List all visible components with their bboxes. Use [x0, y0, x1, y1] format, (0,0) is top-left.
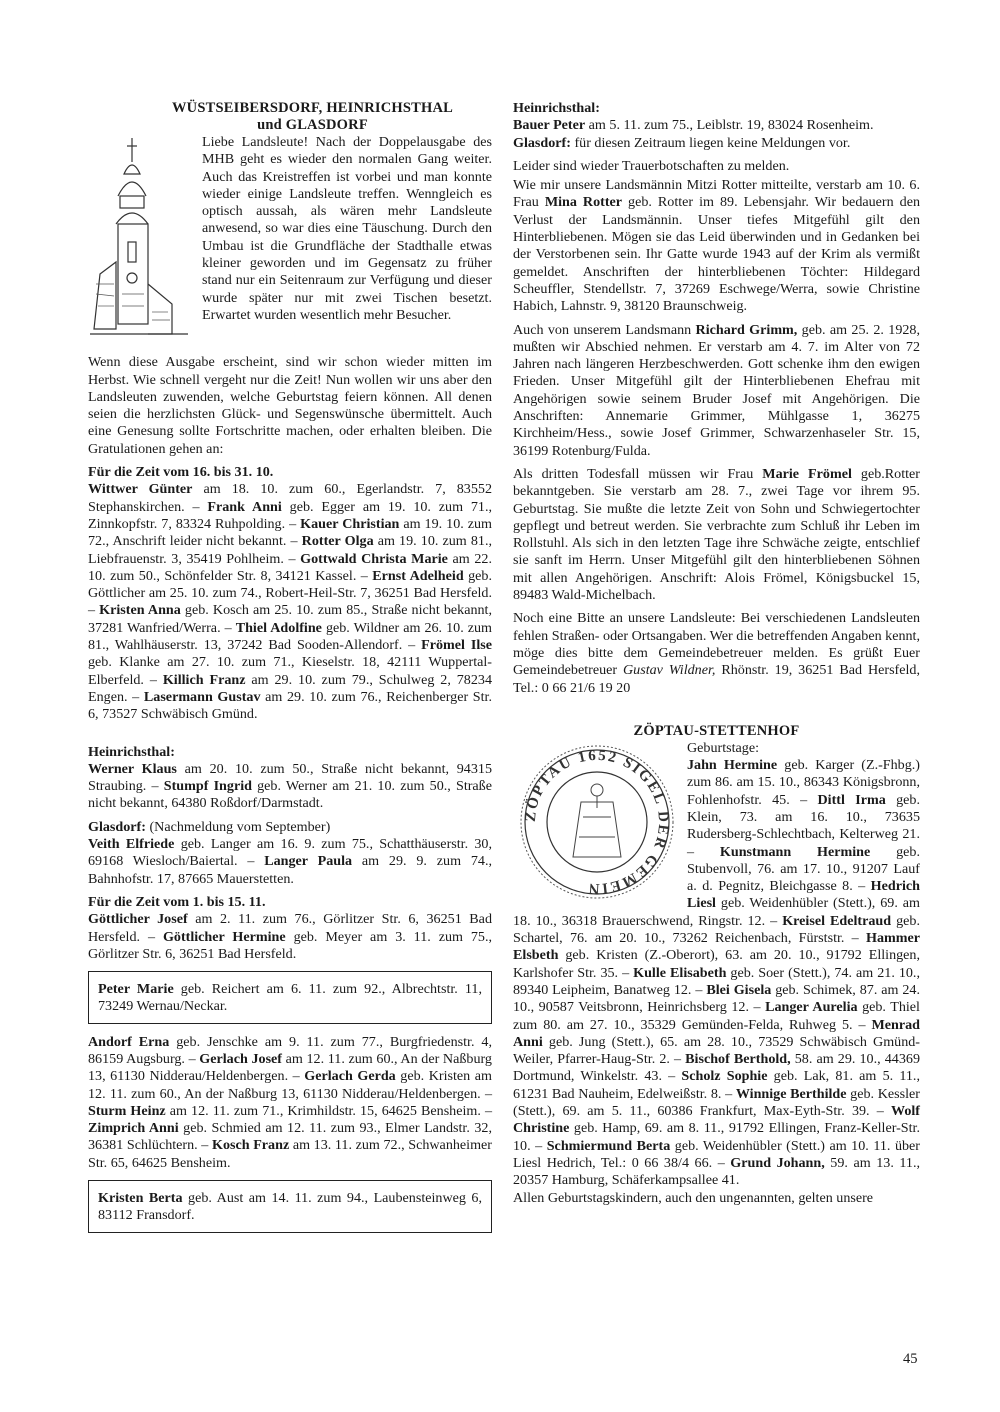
person-name: Ernst Adelheid — [372, 567, 464, 584]
zoeptau-birthdays — [513, 740, 920, 1190]
person-name: Kosch Franz — [211, 1137, 290, 1154]
person-details: geb. Schmied am 12. 11. zum 93., Elmer Landstr. 32, 36381 Schlüchtern. – — [88, 1120, 492, 1154]
person-name: Veith Elfriede — [88, 836, 175, 853]
highlight-box-1 — [88, 971, 492, 1024]
right-birthday-heinrichsthal — [513, 117, 920, 134]
birthday-list-nov-b — [88, 1034, 492, 1172]
person-details: geb. Weidenhübler (Stett.), 69. am 18. 10., 36318 Brauerschwend, Ringstr. 12. – — [513, 895, 920, 929]
person-name: Menrad Anni — [513, 1016, 920, 1050]
m2-b: geb. am 25. 2. 1928, mußten wir Abschied nehmen. Er verstarb am 4. 7. im Alter von 72 Jahren nach längeren Herzbeschwerden. Gott schenke ihm den ewigen Frieden. Unser Mitgefühl gilt der Hinterbliebenen Ehefrau mit Angehörigen sowie seinem Bruder Josef mit Angehörigen. Die Anschriften: Annemarie Grimmer, Mühlgasse 1, 36275 Kirchheim/Hess., sowie Josef Grimmer, Schwarzenhaseler Str. 15, 36199 Rotenburg/Fulda. — [513, 321, 920, 459]
person-name: Werner Klaus — [88, 760, 177, 777]
person-name: Gerlach Josef — [199, 1050, 282, 1067]
mourning-intro: Leider sind wieder Trauerbotschaften zu melden. — [513, 157, 790, 174]
person-name: Thiel Adolfine — [235, 619, 322, 636]
box2-text — [98, 1190, 482, 1225]
person-details: geb. Jenschke am 9. 11. zum 77., Burgfriedenstr. 4, 86159 Augsburg. – — [88, 1033, 492, 1067]
person-name: Schmiermund Berta — [546, 1137, 671, 1154]
person-name: Hedrich Liesl — [687, 878, 920, 912]
right-column — [513, 100, 920, 1213]
person-name: Andorf Erna — [88, 1033, 170, 1050]
person-name: Gerlach Gerda — [304, 1068, 396, 1085]
birthdays-label: Geburtstage: — [687, 739, 760, 756]
appeal-paragraph — [513, 610, 920, 696]
church-illustration — [88, 134, 196, 354]
person-name: Winnige Berthilde — [735, 1085, 847, 1102]
person-details: geb. Thiel zum 80. am 27. 10., 35329 Gemünden-Felda, Ruhweg 5. – — [513, 999, 920, 1033]
person-name: Frank Anni — [207, 498, 282, 515]
person-details: geb. Jung (Stett.), 65. am 28. 10., 73529 Schwäbisch Gmünd-Weiler, Pfarrer-Haug-Str. 2. – — [513, 1033, 920, 1068]
person-details: geb. Kristen am 12. 11. zum 60., An der Naßburg 13, 61130 Nidderau/Heldenbergen. – — [88, 1068, 492, 1102]
m1-a: Wie mir unsere Landsmännin Mitzi Rotter mitteilte, verstarb am 10. 6. Frau — [513, 177, 920, 211]
person-details: am 13. 11. zum 72., Schwanheimer Str. 65, 64625 Bensheim. — [88, 1137, 492, 1171]
page-number: 45 — [903, 1351, 918, 1367]
person-details: am 2. 11. zum 76., Görlitzer Str. 6, 36251 Bad Hersfeld. – — [88, 911, 492, 945]
glasdorf-heading — [88, 819, 492, 836]
person-details: geb. Klanke am 27. 10. zum 71., Kieselstr. 18, 42111 Wuppertal-Elberfeld. – — [88, 654, 492, 688]
person-name: Grund Johann, — [730, 1154, 825, 1171]
seal-icon — [513, 742, 681, 902]
church-tower-icon — [88, 134, 196, 349]
glasdorf-note: (Nachmeldung vom September) — [145, 818, 331, 835]
section-heading-wuestseibersdorf — [88, 100, 492, 134]
person-name: Peter Marie — [98, 981, 174, 998]
person-name: Kreisel Edeltraud — [782, 912, 892, 929]
person-name: Jahn Hermine — [687, 757, 778, 774]
person-details: am 29. 9. zum 74., Bahnhofstr. 17, 87665 Mauerstetten. — [88, 853, 492, 887]
m3-name: Marie Frömel — [762, 465, 852, 482]
person-name: Langer Paula — [264, 853, 353, 870]
person-name: Blei Gisela — [706, 981, 772, 998]
person-name: Wittwer Günter — [88, 481, 193, 498]
person-details: geb. Wildner am 26. 10. zum 81., Wahlhäuserstr. 13, 37242 Bad Sooden-Allendorf. – — [88, 619, 492, 654]
person-details: am 12. 11. zum 60., An der Naßburg 13, 61130 Nidderau/Heldenbergen. – — [88, 1050, 492, 1085]
right-heinrichsthal-heading: Heinrichsthal: — [513, 100, 600, 116]
person-name: Rotter Olga — [301, 533, 374, 550]
svg-text:ZÖPTAU 1652 SIGEL DER GEMEIN — [523, 748, 672, 896]
birthday-list-glasdorf — [88, 836, 492, 888]
person-details: am 18. 10. zum 60., Egerlandstr. 7, 83552 Stephanskirchen. – — [88, 481, 492, 515]
person-name: Killich Franz — [162, 671, 246, 688]
person-details: am 12. 11. zum 71., Krimhildstr. 15, 64625 Bensheim. – — [165, 1102, 492, 1119]
person-details: geb. Kosch am 25. 10. zum 85., Straße nicht bekannt, 37281 Wanfried/Werra. – — [88, 602, 492, 636]
person-name: Lasermann Gustav — [143, 688, 261, 705]
appeal-b: Rhönstr. 19, 36251 Bad Hersfeld, Tel.: 0 66 21/6 19 20 — [513, 662, 920, 696]
highlight-box-2 — [88, 1180, 492, 1233]
birthday-list-heinrichsthal — [88, 761, 492, 813]
m3-a: Als dritten Todesfall müssen wir Frau — [513, 465, 763, 482]
person-details: am 20. 10. zum 50., Straße nicht bekannt, 94315 Straubing. – — [88, 760, 492, 795]
person-details: geb. Karger (Z.-Fhbg.) zum 86. am 15. 10., 86343 Königsbronn, Fohlenhofstr. 45. – — [687, 757, 920, 808]
person-details: geb. Aust am 14. 11. zum 94., Laubensteinweg 6, 83112 Fransdorf. — [98, 1190, 482, 1224]
seal-illustration — [513, 742, 681, 907]
person-name: Hammer Elsbeth — [513, 930, 920, 964]
person-name: Langer Aurelia — [765, 999, 858, 1016]
person-details: geb. Klein, 73. am 16. 10., 73635 Rudersberg-Schlechtbach, Kelterweg 21. – — [687, 791, 921, 860]
person-details: geb. Reichert am 6. 11. zum 92., Albrechtstr. 11, 73249 Wernau/Neckar. — [98, 981, 482, 1015]
period-heading-1: Für die Zeit vom 16. bis 31. 10. — [88, 464, 274, 481]
person-details: am 19. 10. zum 72., Anschrift leider nicht bekannt. – — [88, 515, 493, 550]
person-details: geb. Meyer am 3. 11. zum 75., Görlitzer Str. 6, 36251 Bad Hersfeld. — [88, 928, 493, 962]
person-name: Dittl Irma — [817, 791, 886, 808]
obituary-marie-froemel — [513, 466, 920, 604]
person-name: Stumpf Ingrid — [163, 778, 252, 795]
right-glasdorf-text: für diesen Zeitraum liegen keine Meldungen vor. — [570, 134, 851, 151]
person-name: Kauer Christian — [300, 515, 400, 532]
person-details: geb. Weidenhübler (Stett.) am 10. 11. über Liesl Hedrich, Tel.: 0 66 38/4 66. – — [513, 1137, 920, 1171]
heading-line-2: und GLASDORF — [257, 117, 368, 133]
person-details: geb. Werner am 21. 10. zum 50., Straße nicht bekannt, 64380 Roßdorf/Darmstadt. — [88, 778, 492, 812]
appeal-a: Noch eine Bitte an unsere Landsleute: Bei verschiedenen Landsleuten fehlen Straßen- oder Ortsangaben. Wer die betreffenden Angaben kennt, möge dies bitte dem Gemeindebetreuer melden. Es grüßt Euer Gemeindebetreuer — [513, 610, 920, 679]
intro-text: Liebe Landsleute! Nach der Doppelausgabe des MHB geht es wieder den normalen Gang weiter. Auch das Kreistreffen ist vorbei und man konnte wieder einige Landsleute treffen. Wenngleich es optisch aussah, als wären mehr Landsleute anwesend, so war dies eine Täuschung. Durch den Umbau ist die Grundfläche der Stadthalle etwas kleiner geworden und im Gegensatz zu früher stand nur ein Seitenraum zur Verfügung und dieser wurde später nur mit zwei Tischen besetzt. Erwartet wurden wesentlich mehr Besucher. — [202, 134, 492, 323]
m1-name: Mina Rotter — [544, 194, 623, 211]
person-details: geb. Egger am 19. 10. zum 71., Zinnkopfstr. 7, 83324 Ruhpolding. – — [88, 498, 493, 532]
person-name: Kunstmann Hermine — [719, 843, 871, 860]
person-name: Kristen Anna — [99, 602, 181, 619]
right-glasdorf-label: Glasdorf: — [513, 134, 571, 151]
person-name: Scholz Sophie — [681, 1068, 768, 1085]
intro-text-2: Wenn diese Ausgabe erscheint, sind wir schon wieder mitten im Herbst. Wie schnell vergeht nur die Zeit! Nun wollen wir uns aber den Landsleuten zuwenden, welche Geburtstag feiern können. All denen seien die herzlichsten Glück- und Segenswünsche übermittelt. Auch eine Genesung sollte Fortschritte machen, oder erhalten bleiben. Die Gratulationen gehen an: — [88, 354, 492, 457]
m2-a: Auch von unserem Landsmann — [513, 321, 696, 338]
person-name: Bischof Berthold, — [685, 1051, 791, 1068]
person-details: 59. am 13. 11., 20357 Hamburg, Schäferkampsallee 41. — [513, 1154, 921, 1189]
intro-paragraph — [88, 134, 492, 324]
obituary-richard-grimm — [513, 322, 920, 460]
closing-line: Allen Geburtstagskindern, auch den ungenannten, gelten unsere — [513, 1189, 874, 1206]
person-details: geb. Schimek, 87. am 24. 10., 90587 Veitsbronn, Heinrichsberg 12. – — [513, 981, 920, 1016]
person-details: geb. Kessler (Stett.), 69. am 5. 11., 60386 Frankfurt, Max-Eyth-Str. 39. – — [513, 1085, 920, 1120]
person-details: am 5. 11. zum 75., Leiblstr. 19, 83024 Rosenheim. — [585, 117, 874, 134]
person-name: Göttlicher Josef — [88, 911, 188, 928]
person-details: geb. Langer am 16. 9. zum 75., Schatthäuserstr. 30, 69168 Wiesloch/Baiertal. – — [88, 836, 492, 870]
person-details: geb. Hamp, 69. am 8. 11., 91792 Ellingen, Franz-Keller-Str. 10. – — [513, 1120, 920, 1154]
box1-text — [98, 981, 482, 1016]
person-details: geb. Göttlicher am 25. 10. zum 74., Robert-Heil-Str. 7, 36251 Bad Hersfeld. – — [88, 567, 492, 619]
right-glasdorf — [513, 135, 920, 152]
person-details: am 29. 10. zum 76., Reichenberger Str. 6, 73527 Schwäbisch Gmünd. — [88, 688, 492, 723]
person-name: Sturm Heinz — [88, 1102, 166, 1119]
person-name: Kulle Elisabeth — [633, 964, 727, 981]
person-details: geb. Stubenvoll, 76. am 17. 10., 91207 Lauf a. d. Pegnitz, Bleichgasse 8. – — [687, 843, 920, 895]
glasdorf-label: Glasdorf: — [88, 818, 146, 835]
person-name: Göttlicher Hermine — [162, 928, 286, 945]
person-details: am 29. 10. zum 79., Schulweg 2, 78234 Engen. – — [88, 671, 492, 705]
person-name: Gottwald Christa Marie — [300, 550, 448, 567]
person-name: Frömel Ilse — [421, 637, 492, 654]
person-details: 58. am 29. 10., 44369 Dortmund, Winkelstr. 43. – — [513, 1051, 920, 1085]
seal-text: ZÖPTAU 1652 SIGEL DER GEMEIN — [522, 747, 672, 897]
birthday-list-nov-a — [88, 911, 492, 963]
person-name: Bauer Peter — [513, 117, 586, 134]
obituary-mina-rotter — [513, 177, 920, 315]
left-column — [88, 100, 492, 1243]
person-name: Zimprich Anni — [88, 1120, 179, 1137]
person-details: geb. Schartel, 76. am 20. 10., 73262 Reichenbach, Fürststr. – — [513, 912, 920, 947]
person-name: Wolf Christine — [513, 1103, 920, 1137]
section-heading-zoeptau: ZÖPTAU-STETTENHOF — [633, 722, 800, 739]
person-name: Kristen Berta — [98, 1190, 183, 1207]
m2-name: Richard Grimm, — [695, 321, 798, 338]
heinrichsthal-heading: Heinrichsthal: — [88, 743, 175, 760]
birthday-list-oct — [88, 481, 492, 723]
appeal-name: Gustav Wildner, — [623, 662, 716, 679]
person-details: geb. Soer (Stett.), 74. am 21. 10., 89340 Leipheim, Banatweg 12. – — [513, 964, 920, 998]
m1-b: geb. Rotter im 89. Lebensjahr. Wir bedauern den Verlust der Landsmännin. Unser tiefes Mitgefühl gilt den Hinterbliebenen. Mögen sie das Leid überwinden und in Gedanken bei der Verstorbenen sein. Ihr Gatte wurde 1943 auf der Krim als vermißt gemeldet. Anschriften der hinterbliebenen Töchter: Hildegard Scheuffler, Stendellstr. 7, 37269 Eschwege/Werra, sowie Christine Habich, Lahnstr. 9, 38120 Braunschweig. — [513, 194, 920, 315]
m3-b: geb.Rotter bekanntgeben. Sie verstarb am 28. 7., zwei Tage vor ihrem 95. Geburtstag. Sie mußte die letzte Zeit von Sohn und Schwiegertochter gepflegt und betreut werden. Sie verbrachte zum Schluß ihr Leben im Rollstuhl. Als sich in den letzten Tage ihre Schwäche zeigte, entschlief sie sanft im Herrn. Unser Mitgefühl gilt den hinterbliebenen Söhnen mit allen Angehörigen. Anschrift: Alois Frömel, Königsbuckel 15, 89483 Wald-Michelbach. — [513, 465, 920, 604]
person-details: geb. Lak, 81. am 5. 11., 61231 Bad Nauheim, Edelweißstr. 8. – — [513, 1068, 920, 1102]
person-details: am 22. 10. zum 50., Schönfelder Str. 8, 34121 Kassel. – — [88, 550, 492, 584]
person-details: geb. Kristen (Z.-Oberort), 63. am 20. 10., 91792 Ellingen, Karlshofer Str. 35. – — [513, 947, 920, 981]
heading-line-1: WÜSTSEIBERSDORF, HEINRICHSTHAL — [171, 100, 454, 116]
person-details: am 19. 10. zum 81., Liebfrauenstr. 3, 35419 Pohlheim. – — [88, 533, 492, 567]
period-heading-2: Für die Zeit vom 1. bis 15. 11. — [88, 893, 266, 910]
